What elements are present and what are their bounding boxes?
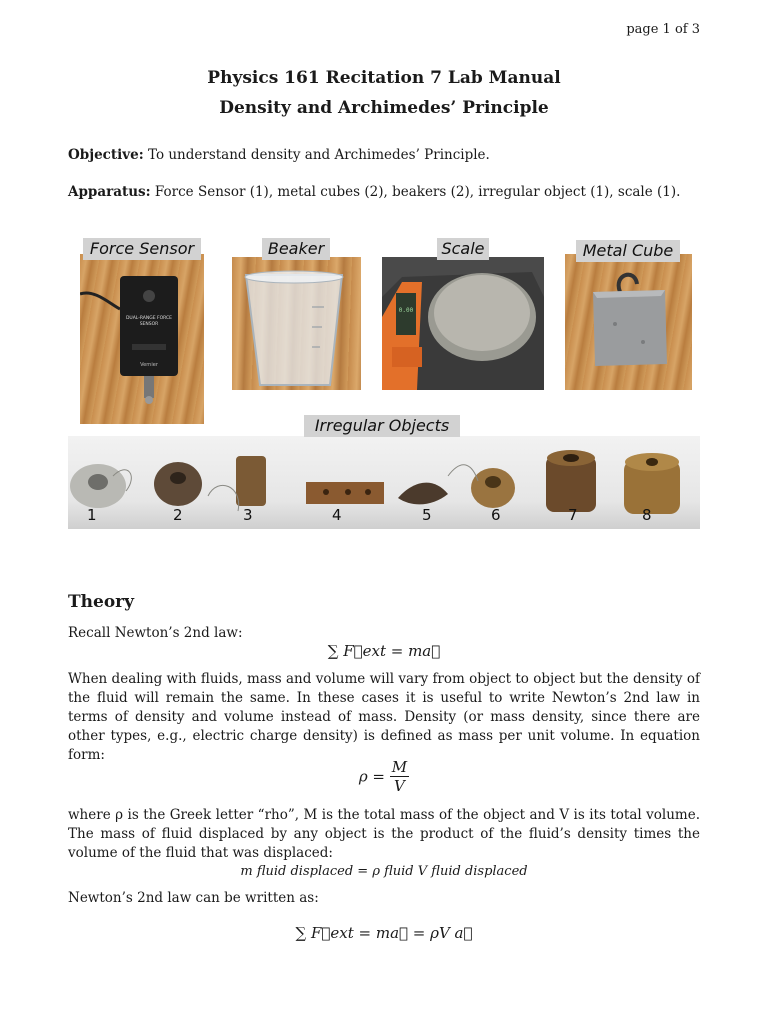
scale-display: 0.00 — [398, 307, 414, 314]
force-sensor-label: Force Sensor — [83, 238, 201, 260]
metal-cube-image — [565, 254, 692, 390]
irregular-objects-image — [68, 436, 700, 529]
page-title-line2: Density and Archimedes’ Principle — [219, 98, 549, 118]
irregular-objects-label: Irregular Objects — [304, 415, 460, 437]
scale-label: Scale — [437, 238, 489, 260]
force-sensor-photo — [80, 254, 204, 424]
object-number-3: 3 — [243, 506, 253, 524]
beaker-photo — [232, 257, 361, 390]
beaker-image — [232, 257, 361, 390]
objective-label: Objective: — [68, 147, 144, 163]
scale-image — [382, 257, 544, 390]
equation-density-lhs: ρ = — [358, 767, 385, 786]
page-number: page 1 of 3 — [626, 22, 700, 37]
page-title-line1: Physics 161 Recitation 7 Lab Manual — [207, 68, 561, 88]
equation-density-fraction — [390, 758, 409, 795]
force-sensor-brand: Vernier — [140, 362, 158, 368]
object-number-4: 4 — [332, 506, 342, 524]
beaker-label: Beaker — [262, 238, 330, 260]
theory-heading: Theory — [68, 592, 134, 612]
equation-newton-density: ∑ F⃗ext = ma⃗ = ρV a⃗ — [295, 924, 473, 942]
object-number-5: 5 — [422, 506, 432, 524]
equation-displaced-mass: m fluid displaced = ρ fluid V fluid displaced — [240, 864, 528, 879]
equation-density-numerator: M — [391, 758, 408, 776]
objective — [68, 146, 700, 165]
theory-paragraph-newton-rewrite: Newton’s 2nd law can be written as: — [68, 890, 319, 906]
scale-photo — [382, 257, 544, 390]
object-number-1: 1 — [87, 506, 97, 524]
force-sensor-text: DUAL-RANGE FORCE SENSOR — [125, 316, 173, 327]
irregular-objects-photo — [68, 436, 700, 529]
apparatus-label: Apparatus: — [68, 184, 151, 200]
theory-paragraph-displaced: where ρ is the Greek letter “rho”, M is the total mass of the object and V is its total volume. The mass of fluid displaced by any object is the product of the fluid’s density times the volume of the fluid that was displaced: — [68, 807, 700, 861]
equation-newton: ∑ F⃗ext = ma⃗ — [327, 642, 441, 660]
equation-density — [0, 758, 768, 795]
object-number-2: 2 — [173, 506, 183, 524]
objective-text: To understand density and Archimedes’ Principle. — [147, 147, 490, 163]
metal-cube-label: Metal Cube — [576, 240, 680, 262]
object-number-7: 7 — [568, 506, 578, 524]
apparatus-text: Force Sensor (1), metal cubes (2), beakers (2), irregular object (1), scale (1). — [154, 184, 681, 200]
equation-density-denominator: V — [394, 777, 405, 795]
force-sensor-image — [80, 254, 204, 424]
object-number-8: 8 — [642, 506, 652, 524]
theory-intro: Recall Newton’s 2nd law: — [68, 625, 243, 641]
theory-paragraph-density: When dealing with fluids, mass and volume will vary from object to object but the density of the fluid will remain the same. In these cases it is useful to write Newton’s 2nd law in terms of density and volume instead of mass. Density (or mass density, since there are other types, e.g., electric charge density) is defined as mass per unit volume. In equation form: — [68, 671, 700, 763]
apparatus — [68, 183, 700, 202]
object-number-6: 6 — [491, 506, 501, 524]
metal-cube-photo — [565, 254, 692, 390]
